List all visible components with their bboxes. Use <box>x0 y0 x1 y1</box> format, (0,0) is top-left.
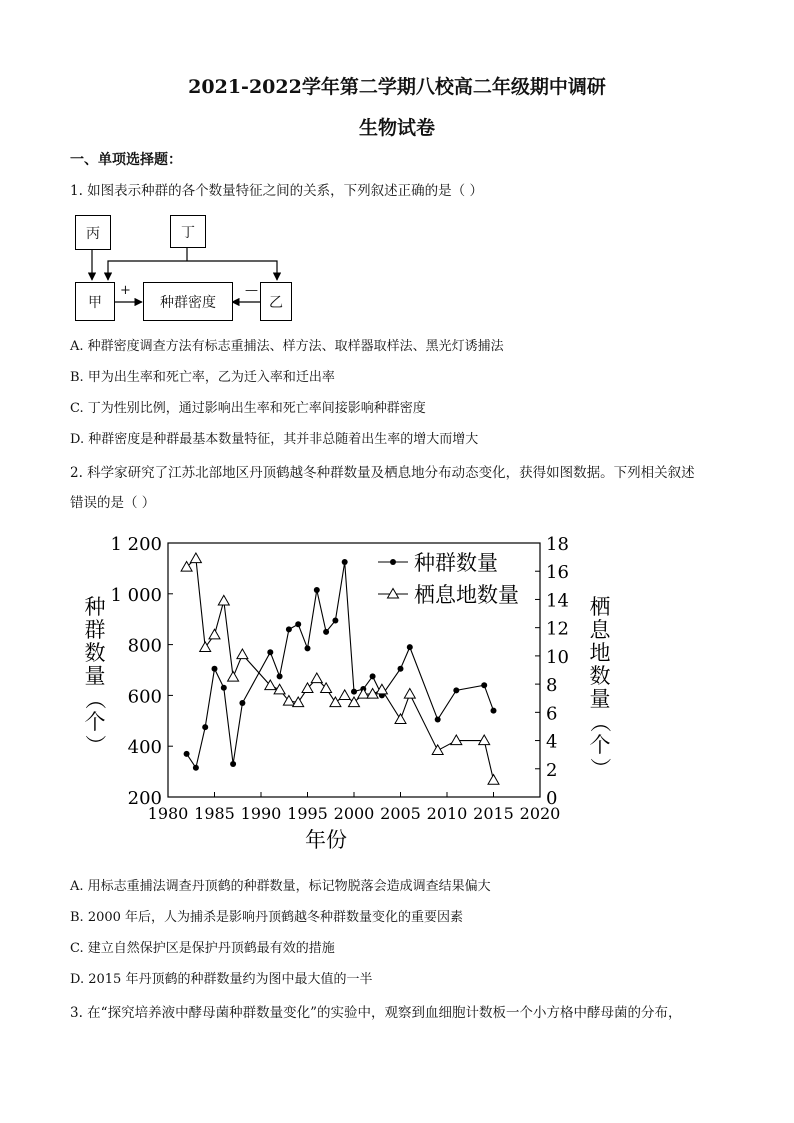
y-left-tick-label: 400 <box>127 737 162 759</box>
x-axis-label: 年份 <box>305 828 347 852</box>
q1-diagram <box>70 210 300 325</box>
habitat-point <box>228 672 239 682</box>
q2-option-c: C. 建立自然保护区是保护丹顶鹤最有效的措施 <box>70 941 335 956</box>
plot-frame <box>168 543 540 797</box>
question-1-stem: 1. 如图表示种群的各个数量特征之间的关系，下列叙述正确的是（ ） <box>70 183 483 199</box>
x-tick-label: 1980 <box>147 804 189 823</box>
population-point <box>370 673 376 679</box>
label-plus: + <box>120 283 131 298</box>
y-left-tick-label: 1 200 <box>110 534 162 555</box>
population-point <box>239 700 245 706</box>
population-point <box>323 629 329 635</box>
x-tick-label: 2005 <box>380 804 421 823</box>
x-tick-label: 1985 <box>194 804 235 823</box>
y-left-axis-label-char: 种 <box>84 595 106 619</box>
y-left-tick-label: 200 <box>127 788 162 809</box>
legend-label-population: 种群数量 <box>414 551 498 575</box>
population-point <box>202 724 208 730</box>
y-right-tick-label: 6 <box>546 703 558 725</box>
habitat-point <box>404 688 415 698</box>
y-right-axis-label-char: 量 <box>589 687 611 711</box>
q2-option-a: A. 用标志重捕法调查丹顶鹤的种群数量，标记物脱落会造成调查结果偏大 <box>70 879 491 894</box>
habitat-point <box>209 629 220 639</box>
habitat-point <box>479 735 490 745</box>
y-right-axis-label-char: 数 <box>589 664 611 688</box>
population-point <box>342 559 348 565</box>
population-point <box>398 666 404 672</box>
habitat-point <box>237 649 248 659</box>
x-tick-label: 2015 <box>473 804 514 823</box>
q2-option-b: B. 2000 年后，人为捕杀是影响丹顶鹤越冬种群数量变化的重要因素 <box>70 910 464 925</box>
habitat-point <box>190 553 201 563</box>
population-point <box>286 626 292 632</box>
question-2-stem-line2: 错误的是（ ） <box>70 495 156 511</box>
q1-option-c: C. 丁为性别比例，通过影响出生率和死亡率间接影响种群密度 <box>70 401 426 416</box>
habitat-point <box>311 673 322 683</box>
population-point <box>314 587 320 593</box>
population-point <box>221 685 227 691</box>
legend-label-habitat: 栖息地数量 <box>414 583 519 607</box>
population-point <box>230 761 236 767</box>
y-right-tick-label: 18 <box>546 534 569 555</box>
y-right-axis-label-char: 地 <box>589 641 611 665</box>
habitat-point <box>488 775 499 785</box>
y-left-tick-label: 800 <box>127 635 162 657</box>
y-left-axis-label-char: ） <box>83 734 107 756</box>
y-left-axis-label <box>83 595 107 756</box>
label-minus: — <box>245 283 258 298</box>
y-right-tick-label: 16 <box>546 562 569 584</box>
y-left-tick-label: 600 <box>127 686 162 708</box>
y-left-axis-label-char: 个 <box>84 710 106 734</box>
population-point <box>407 644 413 650</box>
y-left-axis-label-char: 群 <box>84 618 106 642</box>
population-point <box>305 645 311 651</box>
y-left-axis-label-char: （ <box>83 688 107 710</box>
y-right-tick-label: 8 <box>546 675 558 697</box>
population-point <box>332 617 338 623</box>
question-3-stem: 3. 在“探究培养液中酵母菌种群数量变化”的实验中，观察到血细胞计数板一个小方格中酵母菌的分布， <box>70 1005 682 1021</box>
box-ding: 丁 <box>170 215 206 248</box>
habitat-point <box>200 642 211 652</box>
legend-marker-population <box>390 559 396 565</box>
population-point <box>184 751 190 757</box>
population-point <box>481 682 487 688</box>
population-point <box>351 689 357 695</box>
box-population-density: 种群密度 <box>143 282 233 321</box>
y-right-axis-label <box>588 595 612 779</box>
exam-title: 2021-2022学年第二学期八校高二年级期中调研 <box>188 76 606 98</box>
y-left-axis-label-char: 量 <box>84 664 106 688</box>
x-tick-label: 2000 <box>333 804 375 823</box>
legend-marker-habitat <box>388 589 399 599</box>
y-right-tick-label: 12 <box>546 618 569 640</box>
population-point <box>453 687 459 693</box>
arrow-ding-jia <box>108 261 187 280</box>
box-jia: 甲 <box>75 282 115 321</box>
y-right-tick-label: 0 <box>546 788 558 809</box>
population-point <box>267 649 273 655</box>
population-point <box>491 708 497 714</box>
y-right-axis-label-char: 息 <box>589 618 611 642</box>
x-tick-label: 2020 <box>519 804 561 823</box>
population-point <box>295 621 301 627</box>
habitat-point <box>451 735 462 745</box>
habitat-point <box>218 595 229 605</box>
habitat-point <box>395 714 406 724</box>
exam-subtitle: 生物试卷 <box>358 117 435 139</box>
box-yi: 乙 <box>260 282 292 321</box>
y-right-tick-label: 10 <box>546 646 569 668</box>
q1-option-a: A. 种群密度调查方法有标志重捕法、样方法、取样器取样法、黑光灯诱捕法 <box>70 339 504 354</box>
x-tick-label: 1995 <box>287 804 328 823</box>
question-2-stem-line1: 2. 科学家研究了江苏北部地区丹顶鹤越冬种群数量及栖息地分布动态变化，获得如图数据。下列相关叙述 <box>70 465 695 481</box>
y-right-axis-label-char: 个 <box>589 733 611 757</box>
x-tick-label: 2010 <box>426 804 468 823</box>
q2-option-d: D. 2015 年丹顶鹤的种群数量约为图中最大值的一半 <box>70 972 373 987</box>
y-right-axis-label-char: ） <box>588 757 612 779</box>
crane-population-chart <box>60 525 620 865</box>
section-heading: 一、单项选择题： <box>70 152 182 168</box>
population-point <box>193 765 199 771</box>
habitat-point <box>330 697 341 707</box>
habitat-point <box>339 690 350 700</box>
y-left-tick-label: 1 000 <box>110 584 162 606</box>
x-tick-label: 1990 <box>240 804 282 823</box>
population-point <box>435 717 441 723</box>
y-right-tick-label: 2 <box>546 759 558 781</box>
y-right-axis-label-char: 栖 <box>589 595 611 619</box>
y-right-axis-label-char: （ <box>588 711 612 733</box>
q1-option-d: D. 种群密度是种群最基本数量特征，其并非总随着出生率的增大而增大 <box>70 432 479 447</box>
y-right-tick-label: 14 <box>546 590 569 612</box>
population-point <box>212 666 218 672</box>
population-point <box>277 673 283 679</box>
box-bing: 丙 <box>75 215 111 250</box>
y-right-tick-label: 4 <box>546 731 558 753</box>
q1-option-b: B. 甲为出生率和死亡率，乙为迁入率和迁出率 <box>70 370 335 385</box>
arrow-ding-yi <box>187 261 277 280</box>
habitat-point <box>432 745 443 755</box>
y-left-axis-label-char: 数 <box>84 641 106 665</box>
